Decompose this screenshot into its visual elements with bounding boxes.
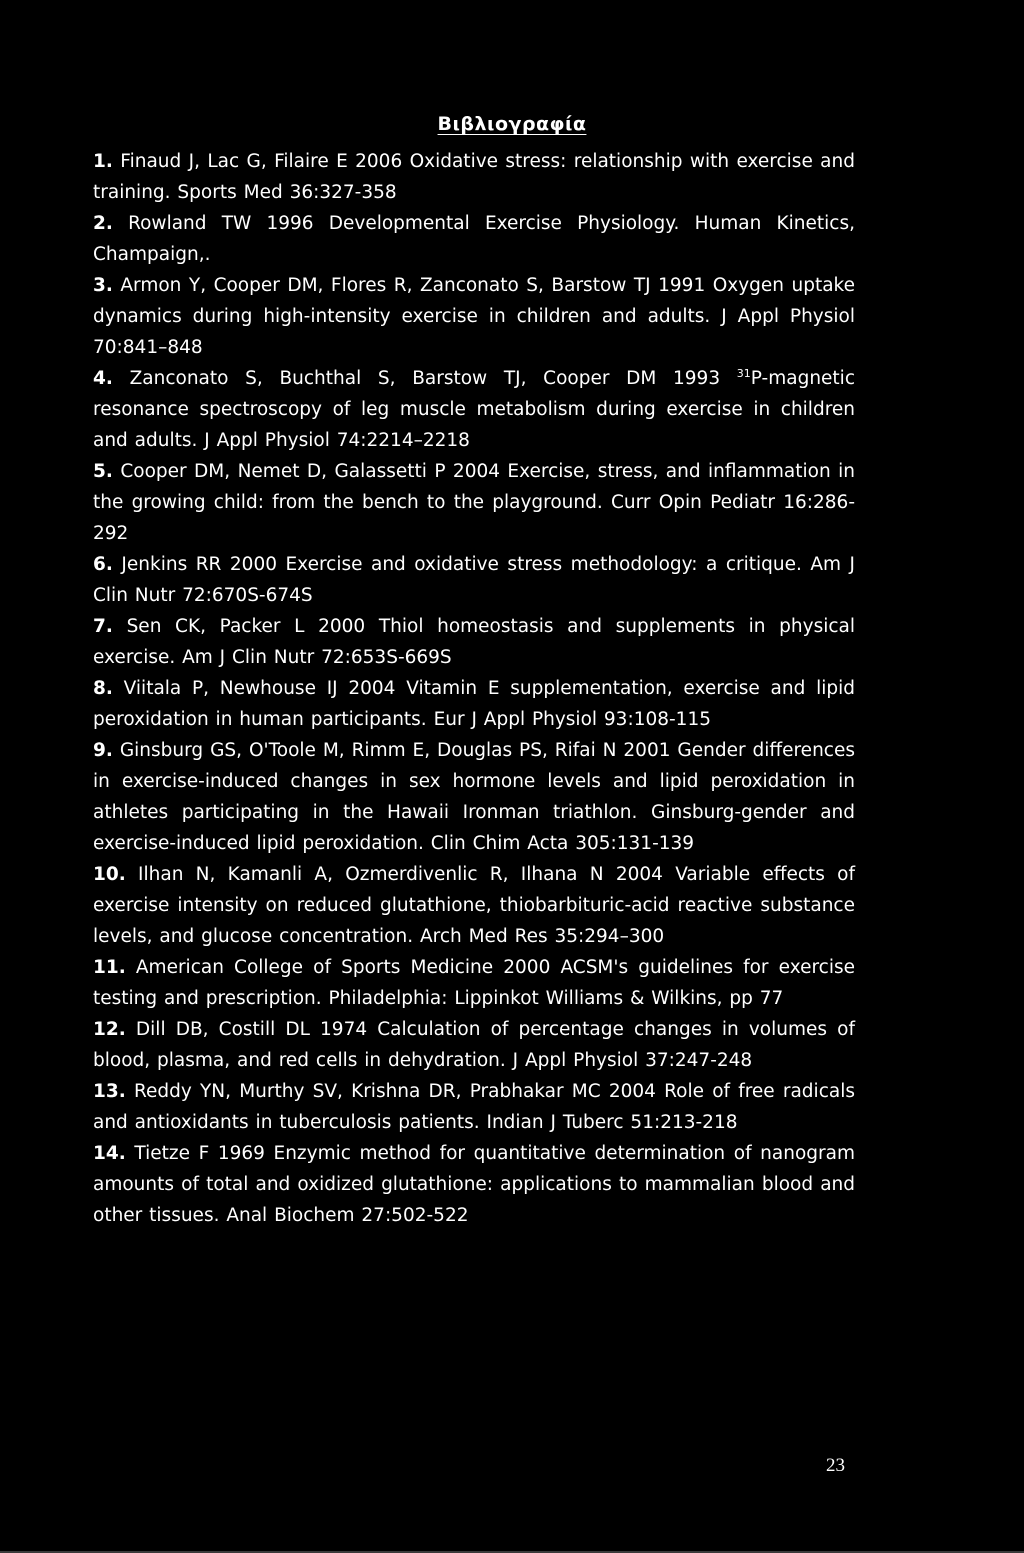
reference-number: 3.	[93, 275, 113, 296]
reference-item	[93, 673, 855, 735]
reference-item	[93, 1138, 855, 1231]
reference-item	[93, 146, 855, 208]
reference-item	[93, 363, 855, 456]
reference-text: Dill DB, Costill DL 1974 Calculation of percentage changes in volumes of blood, plasma, and red cells in dehydration. J Appl Physiol 37:247-248	[93, 1019, 855, 1071]
reference-item	[93, 859, 855, 952]
reference-item	[93, 1014, 855, 1076]
reference-number: 13.	[93, 1081, 126, 1102]
reference-text-post: P-magnetic resonance spectroscopy of leg muscle metabolism during exercise in children and adults. J Appl Physiol 74:2214–2218	[93, 368, 855, 451]
reference-number: 8.	[93, 678, 113, 699]
reference-text: Ginsburg GS, O'Toole M, Rimm E, Douglas PS, Rifai N 2001 Gender differences in exercise-induced changes in sex hormone levels and lipid peroxidation in athletes participating in the Hawaii Ironman triathlon. Ginsburg-gender and exercise-induced lipid peroxidation. Clin Chim Acta 305:131-139	[93, 740, 855, 854]
reference-number: 1.	[93, 151, 113, 172]
reference-text: Viitala P, Newhouse IJ 2004 Vitamin E supplementation, exercise and lipid peroxidation in human participants. Eur J Appl Physiol 93:108-115	[93, 678, 855, 730]
reference-text: Ilhan N, Kamanli A, Ozmerdivenlic R, Ilhana N 2004 Variable effects of exercise intensity on reduced glutathione, thiobarbituric-acid reactive substance levels, and glucose concentration. Arch Med Res 35:294–300	[93, 864, 856, 947]
reference-number: 12.	[93, 1019, 126, 1040]
reference-text: Sen CK, Packer L 2000 Thiol homeostasis and supplements in physical exercise. Am J Clin Nutr 72:653S-669S	[93, 616, 855, 668]
reference-text: Tietze F 1969 Enzymic method for quantitative determination of nanogram amounts of total and oxidized glutathione: applications to mammalian blood and other tissues. Anal Biochem 27:502-522	[93, 1143, 855, 1226]
superscript-31: 31	[736, 366, 751, 380]
reference-text: Reddy YN, Murthy SV, Krishna DR, Prabhakar MC 2004 Role of free radicals and antioxidants in tuberculosis patients. Indian J Tuberc 51:213-218	[93, 1081, 855, 1133]
reference-number: 4.	[93, 368, 113, 389]
reference-number: 9.	[93, 740, 113, 761]
reference-text: Rowland TW 1996 Developmental Exercise Physiology. Human Kinetics, Champaign,.	[93, 213, 855, 265]
reference-item	[93, 735, 855, 859]
reference-text: Jenkins RR 2000 Exercise and oxidative stress methodology: a critique. Am J Clin Nutr 72:670S-674S	[93, 554, 855, 606]
reference-item	[93, 952, 855, 1014]
page-number: 23	[826, 1455, 845, 1476]
reference-number: 14.	[93, 1143, 126, 1164]
reference-list	[93, 146, 855, 1231]
reference-number: 6.	[93, 554, 113, 575]
reference-text: Cooper DM, Nemet D, Galassetti P 2004 Exercise, stress, and inflammation in the growing child: from the bench to the playground. Curr Opin Pediatr 16:286-292	[93, 461, 855, 544]
reference-item	[93, 611, 855, 673]
reference-item	[93, 208, 855, 270]
reference-text-pre: Zanconato S, Buchthal S, Barstow TJ, Cooper DM 1993	[129, 368, 737, 389]
reference-number: 11.	[93, 957, 126, 978]
reference-text: Armon Y, Cooper DM, Flores R, Zanconato S, Barstow TJ 1991 Oxygen uptake dynamics during high-intensity exercise in children and adults. J Appl Physiol 70:841–848	[93, 275, 855, 358]
reference-item	[93, 456, 855, 549]
reference-item	[93, 549, 855, 611]
reference-text: American College of Sports Medicine 2000 ACSM's guidelines for exercise testing and prescription. Philadelphia: Lippinkot Williams & Wilkins, pp 77	[93, 957, 855, 1009]
reference-number: 10.	[93, 864, 126, 885]
reference-number: 2.	[93, 213, 113, 234]
reference-item	[93, 270, 855, 363]
bibliography-heading: Βιβλιογραφία	[437, 113, 587, 135]
reference-text: Finaud J, Lac G, Filaire E 2006 Oxidative stress: relationship with exercise and training. Sports Med 36:327-358	[93, 151, 855, 203]
reference-item	[93, 1076, 855, 1138]
reference-number: 5.	[93, 461, 113, 482]
reference-number: 7.	[93, 616, 113, 637]
